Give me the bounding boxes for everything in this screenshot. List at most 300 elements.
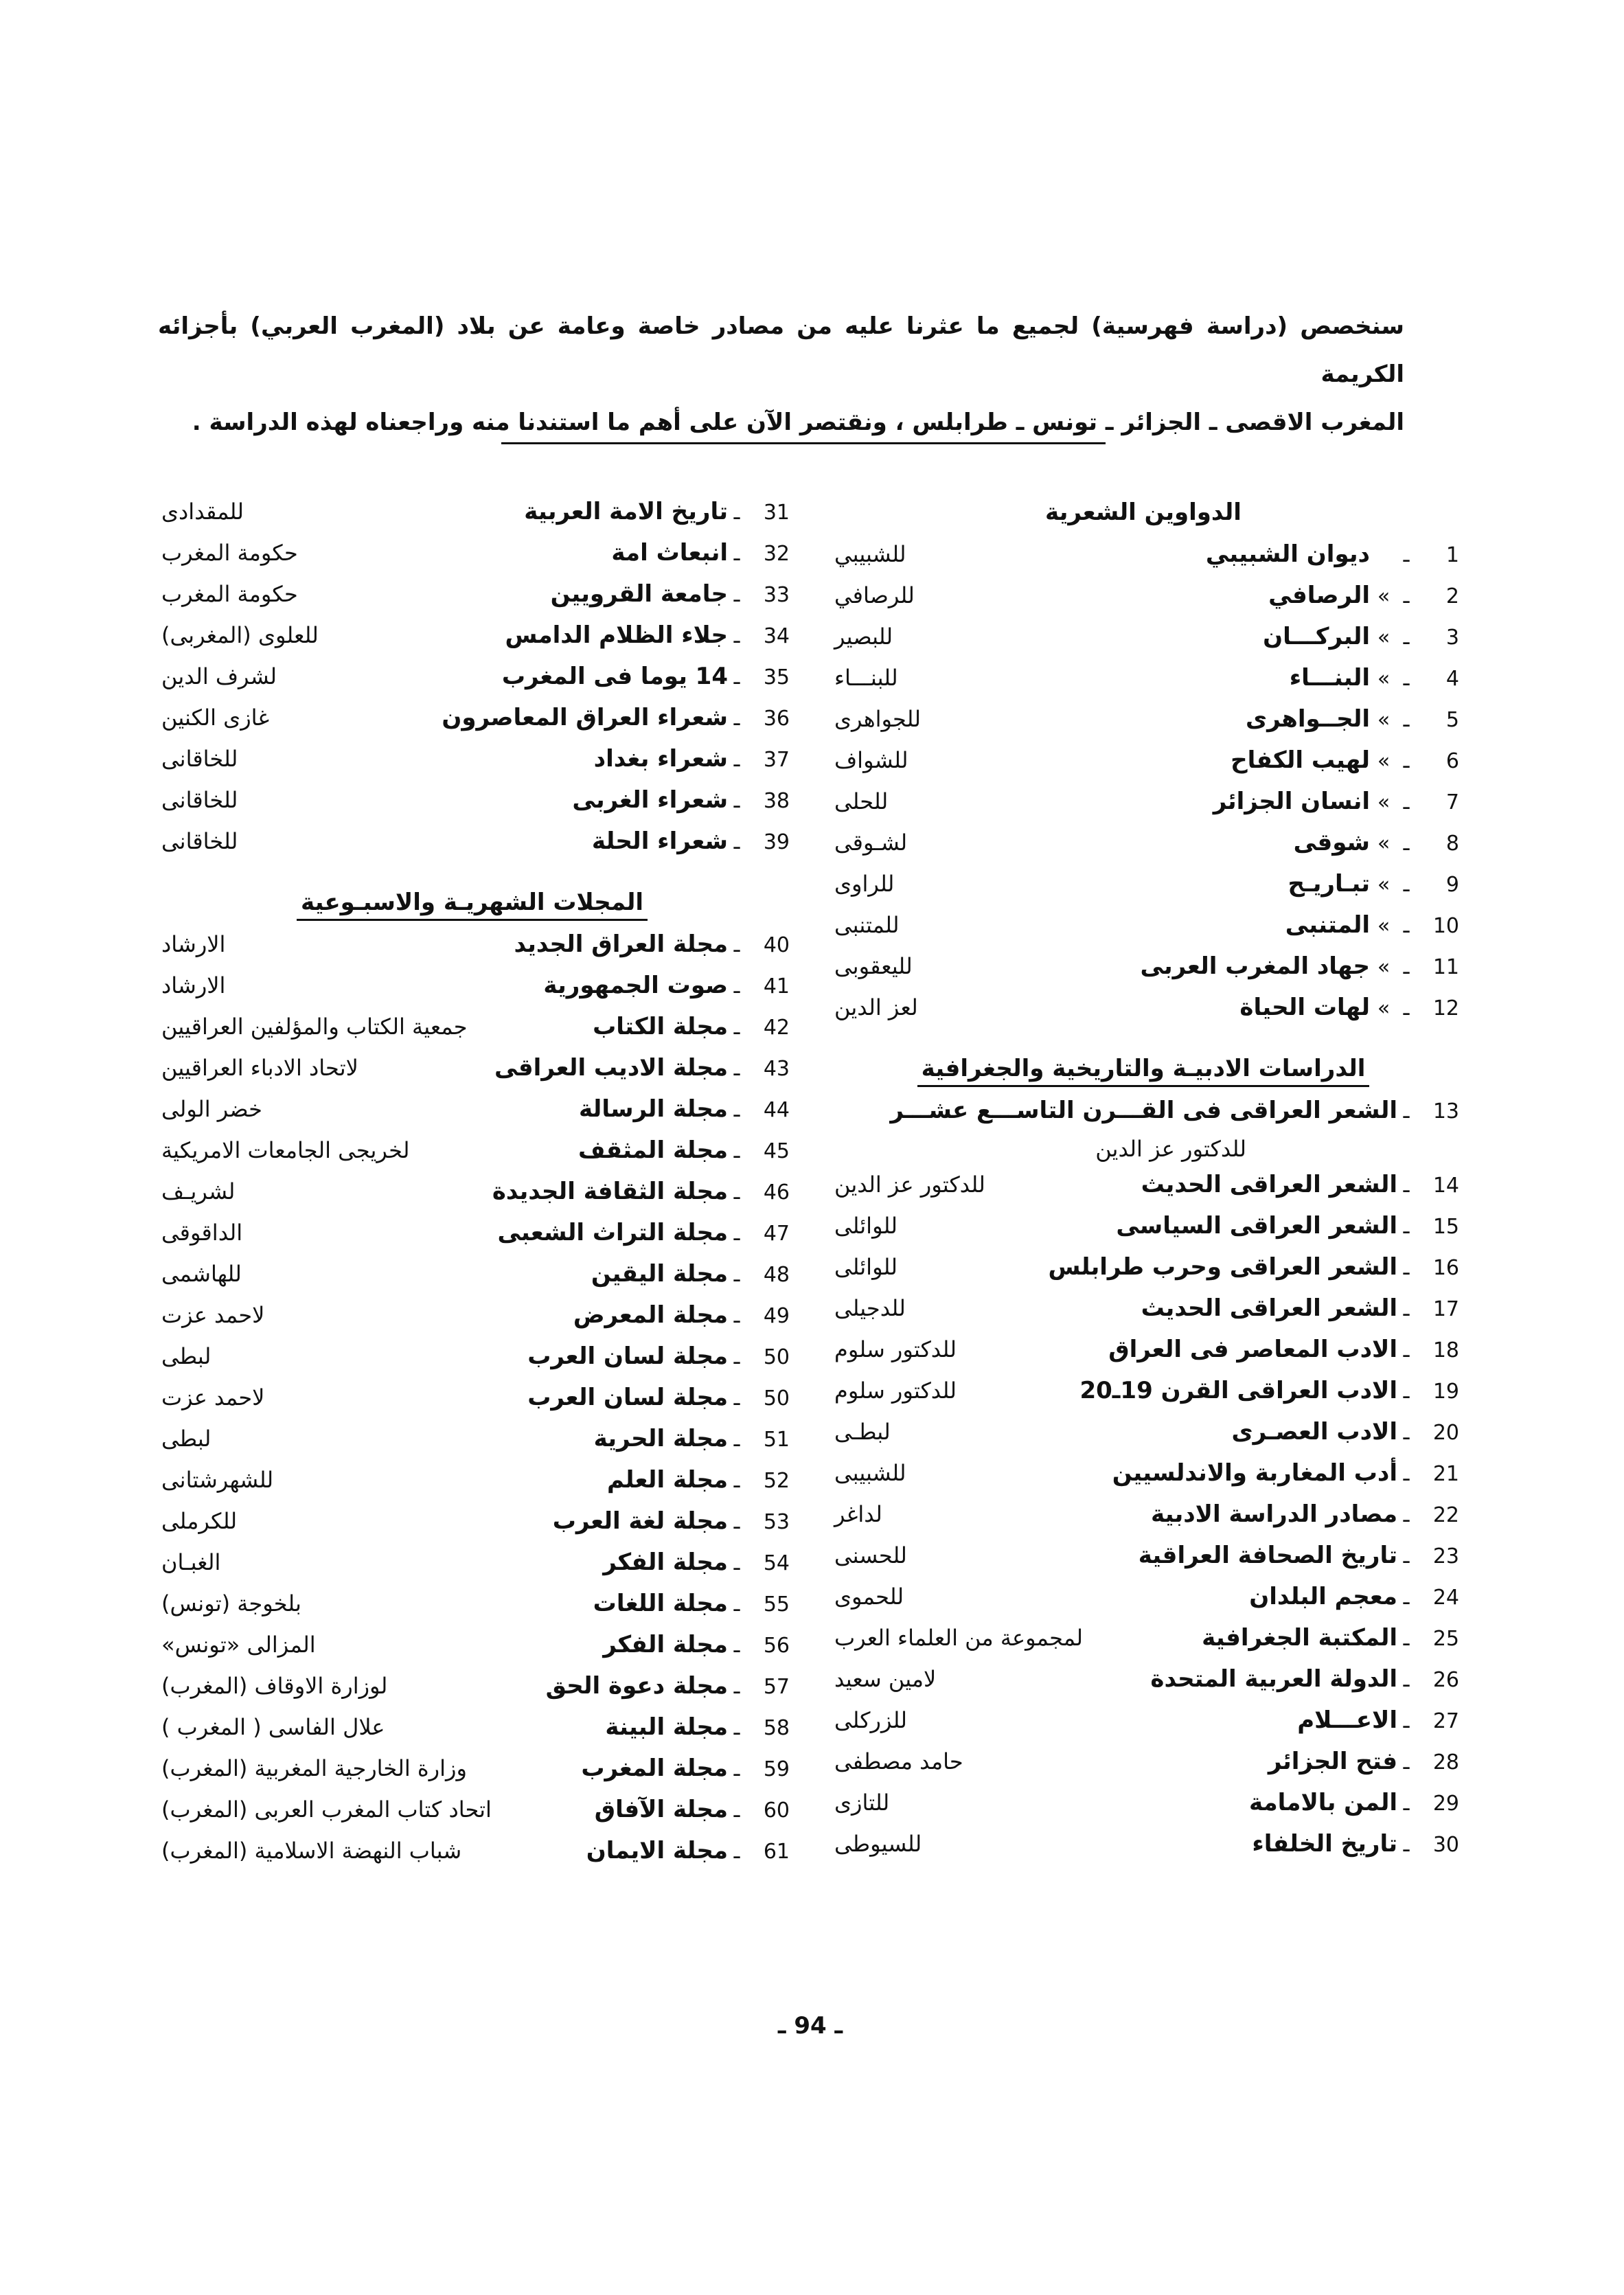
list-item (827, 740, 1459, 781)
item-title: مجلة اللغات (593, 1590, 728, 1617)
item-author: للشبيبي (834, 541, 906, 567)
item-title: مجلة الحرية (593, 1425, 728, 1452)
list-item (827, 657, 1459, 698)
list-item (155, 1088, 790, 1130)
list-item (155, 1336, 790, 1377)
item-title: شوقى (1293, 829, 1370, 856)
item-dash: ـ (733, 1057, 740, 1081)
item-dash: ـ (733, 1510, 740, 1534)
item-author: للحسنى (834, 1542, 907, 1568)
item-author: للدكتور سلوم (834, 1336, 957, 1362)
item-title: صوت الجمهورية (543, 972, 728, 999)
list-item (155, 965, 790, 1006)
item-dash: ـ (1403, 1833, 1410, 1857)
item-number: 44 (763, 1098, 790, 1122)
item-author: لامين سعيد (834, 1666, 937, 1692)
item-author: اتحاد كتاب المغرب العربى (المغرب) (161, 1796, 492, 1823)
item-number: 41 (763, 974, 790, 998)
item-dash: ـ (733, 1139, 740, 1163)
item-author: شباب النهضة الاسلامية (المغرب) (161, 1838, 462, 1864)
item-title: انبعاث امة (611, 539, 728, 567)
ditto-mark: » (1377, 914, 1391, 938)
item-dash: ـ (1403, 1462, 1410, 1486)
item-dash: ـ (733, 624, 740, 648)
item-number: 38 (763, 789, 790, 813)
list-item (155, 1006, 790, 1047)
item-title: ديوان الشبيبي (1205, 540, 1370, 568)
item-number: 26 (1432, 1668, 1459, 1692)
item-author: وزارة الخارجية المغربية (المغرب) (161, 1755, 467, 1781)
item-title: الشعر العراقى السياسى (1116, 1212, 1397, 1240)
item-number: 54 (763, 1551, 790, 1575)
item-number: 19 (1432, 1380, 1459, 1404)
item-dash: ـ (1403, 914, 1410, 938)
item-dash: ـ (1403, 1750, 1410, 1774)
item-title: تاريخ الخلفاء (1252, 1830, 1397, 1858)
heading-magazines: المجلات الشهريـة والاسبـوعية (155, 881, 790, 924)
item-number: 47 (763, 1222, 790, 1246)
list-item (155, 1047, 790, 1088)
list-item (827, 1535, 1459, 1576)
item-number: 46 (763, 1180, 790, 1204)
item-title: لهيب الكفاح (1231, 746, 1370, 774)
item-number: 11 (1432, 955, 1459, 979)
intro-line-1: سنخصص (دراسة فهرسية) لجميع ما عثرنا عليه من مصادر خاصة وعامة عن بلاد (المغرب العربي) بأجزائه الكريمة (158, 312, 1404, 388)
item-author: للشبيبى (834, 1460, 906, 1486)
item-number: 42 (763, 1016, 790, 1040)
magazines-list (155, 924, 790, 1871)
item-title: مصادر الدراسة الادبية (1150, 1500, 1397, 1528)
item-number: 14 (1432, 1174, 1459, 1198)
left-column (155, 491, 790, 1871)
item-author: للدكتور عز الدين (1095, 1136, 1246, 1162)
item-title: تاريخ الامة العربية (524, 498, 728, 525)
item-author: لاتحاد الادباء العراقيين (161, 1055, 358, 1081)
item-title: تاريخ الصحافة العراقية (1138, 1542, 1397, 1569)
list-item (155, 1459, 790, 1500)
item-dash: ـ (1403, 1421, 1410, 1445)
item-author: لداغر (834, 1501, 882, 1527)
item-title: البركـــان (1263, 623, 1370, 650)
intro-line-2: المغرب الاقصى ـ الجزائر ـ تونس ـ طرابلس ، ونقتصر الآن على أهم ما استندنا منه وراجعناه لهذه الدراسة . (192, 409, 1404, 436)
item-author: خضر الولى (161, 1096, 262, 1122)
item-author: للزركلى (834, 1707, 907, 1733)
item-number: 51 (763, 1428, 790, 1452)
item-title: جهاد المغرب العربى (1140, 952, 1370, 980)
list-item (155, 573, 790, 615)
item-author: لبطى (161, 1343, 211, 1369)
item-dash: ـ (1403, 1256, 1410, 1280)
item-title: تبـاريـح (1288, 870, 1370, 898)
ditto-mark: » (1377, 790, 1391, 814)
item-number: 9 (1445, 873, 1459, 897)
list-item (827, 698, 1459, 740)
item-dash: ـ (1403, 1174, 1410, 1198)
list-item (155, 1253, 790, 1294)
item-number: 15 (1432, 1215, 1459, 1239)
list-item (827, 1288, 1459, 1329)
list-item (827, 1658, 1459, 1700)
studies-list (827, 1164, 1459, 1864)
item-number: 36 (763, 707, 790, 731)
item-dash: ـ (733, 1304, 740, 1328)
list-item (827, 1411, 1459, 1452)
item-number: 57 (763, 1675, 790, 1699)
item-number: 21 (1432, 1462, 1459, 1486)
right-column (827, 491, 1459, 1864)
item-author: حامد مصطفى (834, 1748, 963, 1774)
item-number: 43 (763, 1057, 790, 1081)
list-item (155, 1130, 790, 1171)
item-number: 61 (763, 1840, 790, 1864)
item-title: جامعة القرويين (550, 580, 728, 608)
item-author: للهاشمى (161, 1261, 242, 1287)
item-dash: ـ (733, 830, 740, 854)
item-dash: ـ (1403, 1297, 1410, 1321)
list-item (155, 1542, 790, 1583)
item-dash: ـ (733, 1469, 740, 1493)
item-number: 28 (1432, 1750, 1459, 1774)
item-title: شعراء الغربى (572, 786, 728, 814)
list-item (155, 821, 790, 862)
list-item (827, 1494, 1459, 1535)
item-title: لهات الحياة (1239, 994, 1370, 1021)
list-item (827, 575, 1459, 616)
ditto-mark: » (1377, 667, 1391, 691)
item-dash: ـ (1403, 1586, 1410, 1610)
item-dash: ـ (1403, 1627, 1410, 1651)
list-item (155, 1706, 790, 1748)
item-title: مجلة دعوة الحق (545, 1672, 728, 1700)
item-title: مجلة الآفاق (594, 1796, 728, 1823)
item-author: للراوى (834, 871, 895, 897)
list-item (155, 779, 790, 821)
item-title: شعراء بغداد (593, 745, 728, 773)
item-dash: ـ (733, 1799, 740, 1823)
item-author: لليعقوبى (834, 953, 913, 979)
list-item (827, 534, 1459, 575)
list-item (155, 1171, 790, 1212)
item-number: 55 (763, 1592, 790, 1617)
item-author: للدكتور عز الدين (834, 1172, 985, 1198)
list-item (827, 863, 1459, 904)
item-dash: ـ (1403, 1544, 1410, 1568)
item-title: مجلة المعرض (573, 1301, 728, 1329)
item-author: لبطـى (834, 1419, 891, 1445)
item-title: الشعر العراقى الحديث (1141, 1294, 1397, 1322)
item-dash: ـ (733, 1592, 740, 1617)
item-title: المتنبى (1285, 911, 1370, 939)
item-author: لعز الدين (834, 994, 918, 1020)
item-title: مجلة البينة (605, 1713, 728, 1741)
item-title: مجلة الفكر (603, 1631, 728, 1658)
item-dash: ـ (733, 583, 740, 607)
page-number: ـ 94 ـ (777, 2012, 843, 2040)
item-dash: ـ (1403, 1668, 1410, 1692)
item-author: للبصير (834, 624, 893, 650)
list-item (827, 1576, 1459, 1617)
ditto-mark: » (1377, 996, 1391, 1020)
item-title: الرصافي (1268, 582, 1370, 609)
item-number: 22 (1432, 1503, 1459, 1527)
list-item (827, 1246, 1459, 1288)
item-author: المزالى «تونس» (161, 1632, 316, 1658)
list-item (155, 656, 790, 697)
item-title: مجلة اليقين (591, 1260, 728, 1288)
item-dash: ـ (733, 1428, 740, 1452)
item-number: 16 (1432, 1256, 1459, 1280)
heading-studies: الدراسات الادبيـة والتاريخية والجغرافية (827, 1047, 1459, 1090)
item-number: 39 (763, 830, 790, 854)
item-author: بلخوجة (تونس) (161, 1590, 301, 1617)
item-title: معجم البلدان (1249, 1583, 1397, 1610)
item-title: مجلة التراث الشعبى (497, 1219, 728, 1246)
item-dash: ـ (733, 1716, 740, 1740)
item-number: 49 (763, 1304, 790, 1328)
heading-poetry-collections: الدواوين الشعرية (1045, 499, 1242, 526)
item-number: 53 (763, 1510, 790, 1534)
list-item (827, 1700, 1459, 1741)
list-item (827, 1329, 1459, 1370)
item-number: 20 (1432, 1421, 1459, 1445)
item-title: مجلة الكتاب (593, 1013, 728, 1040)
item-author: لبطى (161, 1426, 211, 1452)
item-number: 60 (763, 1799, 790, 1823)
item-title: فتح الجزائر (1268, 1748, 1397, 1775)
item-number: 2 (1445, 584, 1459, 608)
item-author: للشهرشتانى (161, 1467, 274, 1493)
ditto-mark: » (1377, 955, 1391, 979)
item-number: 29 (1432, 1792, 1459, 1816)
ditto-mark: » (1377, 832, 1391, 856)
list-item (155, 1294, 790, 1336)
list-item (155, 1789, 790, 1830)
item-dash: ـ (1403, 1215, 1410, 1239)
item-author: غازى الكنين (161, 705, 270, 731)
item-title: مجلة العراق الجديد (514, 930, 728, 958)
list-item (827, 781, 1459, 822)
list-item (827, 1782, 1459, 1823)
item-number: 56 (763, 1634, 790, 1658)
item-author: للوائلى (834, 1213, 897, 1239)
item-dash: ـ (1403, 708, 1410, 732)
poetry-list (827, 534, 1459, 1028)
list-item (155, 491, 790, 532)
item-author: لشـوقى (834, 830, 908, 856)
item-number: 33 (763, 583, 790, 607)
item-author: الارشاد (161, 972, 226, 998)
item-dash: ـ (1403, 1099, 1410, 1123)
item-number: 13 (1432, 1099, 1459, 1123)
item-author: علال الفاسى ( المغرب ) (161, 1714, 385, 1740)
item-dash: ـ (733, 1180, 740, 1204)
item-title: الادب العصـرى (1231, 1418, 1397, 1446)
item-title: مجلة لغة العرب (552, 1507, 728, 1535)
item-dash: ـ (733, 933, 740, 957)
item-number: 31 (763, 501, 790, 525)
item-author: لشرف الدين (161, 663, 277, 689)
item-author: للخاقانى (161, 746, 238, 772)
item-title: المن بالامامة (1249, 1789, 1397, 1816)
item-number: 25 (1432, 1627, 1459, 1651)
list-item (155, 1377, 790, 1418)
list-item (155, 532, 790, 573)
item-dash: ـ (733, 748, 740, 772)
item-author: للجواهرى (834, 706, 921, 732)
item-author: للخاقانى (161, 828, 238, 854)
item-author: للدكتور سلوم (834, 1378, 957, 1404)
item-author: لخريجى الجامعات الامريكية (161, 1137, 410, 1163)
item-dash: ـ (1403, 1503, 1410, 1527)
list-item (827, 1205, 1459, 1246)
item-title: مجلة المثقف (578, 1137, 728, 1164)
item-author: للمقدادى (161, 499, 244, 525)
item-number: 37 (763, 748, 790, 772)
item-title: شعراء الحلة (591, 827, 728, 855)
list-item (155, 1418, 790, 1459)
list-item (155, 1500, 790, 1542)
ditto-mark: » (1377, 626, 1391, 650)
item-dash: ـ (1403, 584, 1410, 608)
item-author: الداقوقى (161, 1220, 243, 1246)
item-title: الادب العراقى القرن 19ـ20 (1079, 1377, 1397, 1404)
item-dash: ـ (733, 1634, 740, 1658)
item-author: للكرملى (161, 1508, 238, 1534)
item-title: مجلة الايمان (586, 1837, 728, 1864)
item-dash: ـ (733, 789, 740, 813)
item-number: 50 (763, 1345, 790, 1369)
item-number: 58 (763, 1716, 790, 1740)
item-title: مجلة المغرب (581, 1755, 728, 1782)
item-title: الجــواهرى (1245, 705, 1370, 733)
list-item (155, 924, 790, 965)
list-item (827, 822, 1459, 863)
item-dash: ـ (733, 1551, 740, 1575)
item-dash: ـ (1403, 832, 1410, 856)
item-author: للخاقانى (161, 787, 238, 813)
item-author: جمعية الكتاب والمؤلفين العراقيين (161, 1014, 468, 1040)
list-item (827, 1452, 1459, 1494)
list-item (155, 1583, 790, 1624)
item-author: للمتنبى (834, 912, 900, 938)
item-dash: ـ (733, 1098, 740, 1122)
list-item (155, 615, 790, 656)
list-item (827, 1741, 1459, 1782)
item-author: لاحمد عزت (161, 1384, 265, 1411)
item-title: الشعر العراقى فى القـــرن التاســـع عشـــر (890, 1097, 1397, 1124)
item-title: الشعر العراقى الحديث (1141, 1171, 1397, 1198)
item-author: للوائلى (834, 1254, 897, 1280)
list-item (827, 904, 1459, 946)
item-number: 32 (763, 542, 790, 566)
item-number: 34 (763, 624, 790, 648)
item-title: جلاء الظلام الدامس (505, 621, 728, 649)
item-dash: ـ (1403, 873, 1410, 897)
item-author: لمجموعة من العلماء العرب (834, 1625, 1084, 1651)
item-title: الادب المعاصر فى العراق (1108, 1336, 1397, 1363)
list-item (155, 697, 790, 738)
item-number: 30 (1432, 1833, 1459, 1857)
item-dash: ـ (733, 665, 740, 689)
item-author: حكومة المغرب (161, 581, 298, 607)
intro-paragraph (158, 302, 1404, 446)
item-number: 10 (1432, 914, 1459, 938)
list-item (827, 1164, 1459, 1205)
item-author: للرصافي (834, 582, 915, 608)
item-title: مجلة لسان العرب (527, 1384, 728, 1411)
item-number: 8 (1445, 832, 1459, 856)
item-dash: ـ (1403, 1338, 1410, 1362)
list-item (155, 1665, 790, 1706)
ditto-mark: » (1377, 708, 1391, 732)
item-number: 35 (763, 665, 790, 689)
item-title: الشعر العراقى وحرب طرابلس (1048, 1253, 1397, 1281)
list-item (827, 987, 1459, 1028)
item-dash: ـ (1403, 543, 1410, 567)
item-number: 48 (763, 1263, 790, 1287)
item-dash: ـ (733, 501, 740, 525)
item-number: 27 (1432, 1709, 1459, 1733)
item-number: 17 (1432, 1297, 1459, 1321)
item-number: 1 (1445, 543, 1459, 567)
item-number: 59 (763, 1757, 790, 1781)
item-title: الاعـــلام (1297, 1706, 1397, 1734)
item-dash: ـ (1403, 1792, 1410, 1816)
item-number: 40 (763, 933, 790, 957)
item-number: 4 (1445, 667, 1459, 691)
item-title: أدب المغاربة والاندلسيين (1112, 1459, 1397, 1487)
item-author: لاحمد عزت (161, 1302, 265, 1328)
item-title: شعراء العراق المعاصرون (442, 704, 728, 731)
item-dash: ـ (1403, 1709, 1410, 1733)
list-item (827, 946, 1459, 987)
item-dash: ـ (733, 1222, 740, 1246)
item-title: مجلة لسان العرب (527, 1343, 728, 1370)
books-list (155, 491, 790, 862)
item-author: للعلوى (المغربى) (161, 622, 319, 648)
item-dash: ـ (733, 1345, 740, 1369)
item-title: المكتبة الجغرافية (1202, 1624, 1397, 1652)
list-item (827, 1617, 1459, 1658)
item-dash: ـ (1403, 667, 1410, 691)
item-dash: ـ (733, 1757, 740, 1781)
item-number: 52 (763, 1469, 790, 1493)
list-item (155, 1624, 790, 1665)
item-title: مجلة الاديب العراقى (494, 1054, 728, 1082)
list-item (827, 616, 1459, 657)
item-author: لوزارة الاوقاف (المغرب) (161, 1673, 388, 1699)
item-author: للشواف (834, 747, 908, 773)
item-author: للبنـــاء (834, 665, 898, 691)
item-title: الدولة العربية المتحدة (1150, 1665, 1397, 1693)
item-number: 45 (763, 1139, 790, 1163)
item-author: للتازى (834, 1790, 890, 1816)
item-dash: ـ (733, 1016, 740, 1040)
item-dash: ـ (733, 1263, 740, 1287)
item-number: 24 (1432, 1586, 1459, 1610)
list-item (155, 1748, 790, 1789)
item-dash: ـ (733, 707, 740, 731)
list-item (155, 1212, 790, 1253)
item-title: مجلة الرسالة (578, 1095, 728, 1123)
list-item (155, 738, 790, 779)
item-dash: ـ (1403, 790, 1410, 814)
list-item (155, 1830, 790, 1871)
item-number: 7 (1445, 790, 1459, 814)
item-author: حكومة المغرب (161, 540, 298, 566)
item-author: للحلى (834, 788, 889, 814)
item-dash: ـ (733, 1675, 740, 1699)
